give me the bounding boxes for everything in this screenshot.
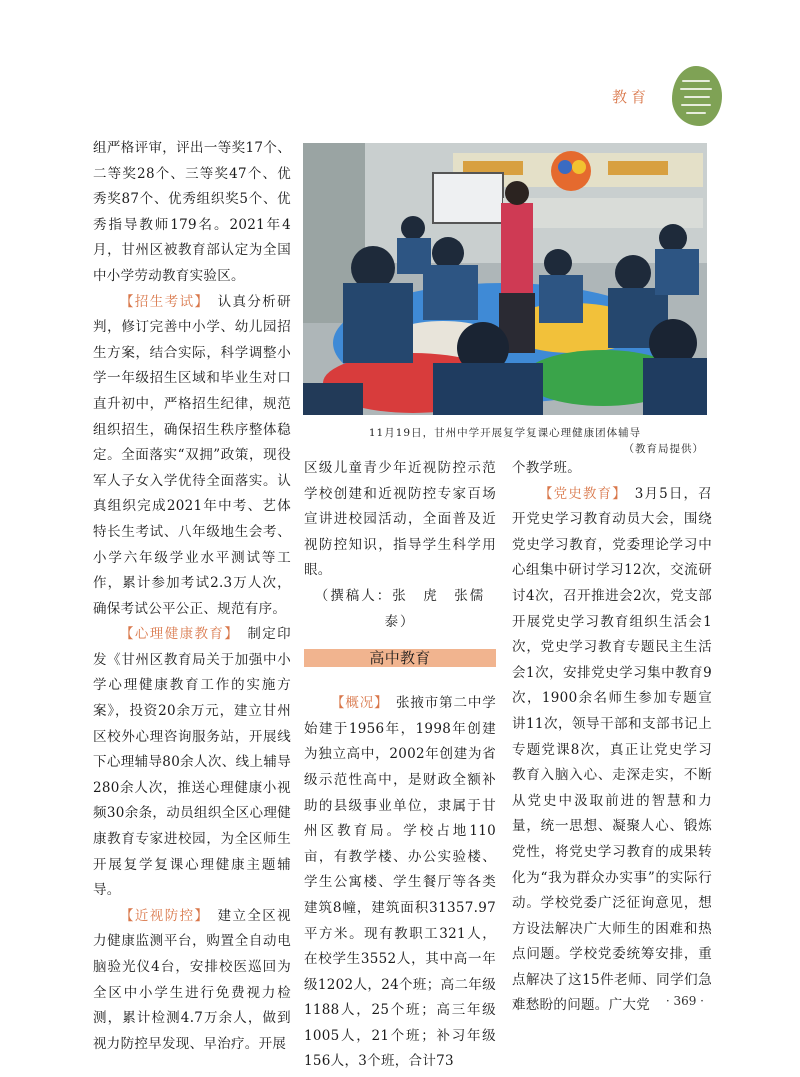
paragraph-classes: 个教学班。 — [512, 460, 581, 476]
myopia-text: 建立全区视力健康监测平台，购置全自动电脑验光仪4台，安排校医巡回为全区中小学生进行免费视力检测，累计检测4.7万余人，做到视力防控早发现、早治疗。开展 — [93, 907, 291, 1052]
classroom-photo — [303, 143, 707, 415]
photo-credit: （教育局提供） — [623, 443, 704, 455]
column-left — [93, 136, 291, 1057]
section-header-label: 教育 — [612, 88, 651, 106]
keyword-enrollment: 【招生考试】 — [120, 293, 203, 310]
page-number: · 369 · — [665, 994, 704, 1008]
author-line: （撰稿人：张 虎 张儒泰） — [314, 587, 486, 630]
paragraph-enrollment — [93, 290, 291, 623]
classroom-illustration — [303, 143, 707, 415]
paragraph-mental-health — [93, 622, 291, 904]
mental-health-text: 制定印发《甘州区教育局关于加强中小学心理健康教育工作的实施方案》，投资20余万元，建立甘州区校外心理咨询服务站，开展线下心理辅导80余人次、线上辅导280余人次，推送心理健康小视频30余条，动员组织全区心理健康教育专家进校园，为全区师生开展复学复课心理健康主题辅导。 — [93, 626, 291, 899]
paragraph-party-history — [512, 482, 712, 1019]
section-title-high-school: 高中教育 — [304, 649, 496, 667]
paragraph-overview — [304, 691, 496, 1075]
column-middle — [304, 456, 496, 1075]
paragraph-myopia-cont: 区级儿童青少年近视防控示范学校创建和近视防控专家百场宣讲进校园活动，全面普及近视防控知识，指导学生科学用眼。 — [304, 460, 496, 579]
keyword-mental-health: 【心理健康教育】 — [120, 626, 233, 643]
enrollment-text: 认真分析研判，修订完善中小学、幼儿园招生方案，结合实际，科学调整小学一年级招生区域和毕业生对口直升初中，严格招生纪律，规范组织招生，确保招生秩序整体稳定。全面落实“双拥”政策，现役军人子女入学优待全面落实。认真组织完成2021年中考、艺体特长生考试、八年级地生会考、小学六年级学业水平测试等工作，累计参加考试2.3万人次，确保考试公平公正、规范有序。 — [93, 293, 291, 617]
keyword-party-history: 【党史教育】 — [539, 485, 621, 502]
overview-text: 张掖市第二中学始建于1956年，1998年创建为独立高中，2002年创建为省级示范性高中，是财政全额补助的县级事业单位，隶属于甘州区教育局。学校占地110亩，有教学楼、办公实验楼、学生公寓楼、学生餐厅等各类建筑8幢，建筑面积31357.97平方米。现有教职工321人，在校学生3552人，其中高一年级1202人，24个班；高二年级1188人，25个班；高三年级1005人，21个班；补习年级156人，3个班，合计73 — [304, 695, 496, 1070]
party-history-text: 3月5日，召开党史学习教育动员大会，围绕党史学习教育，党委理论学习中心组集中研讨学习12次，交流研讨4次，召开推进会2次，党支部开展党史学习教育组织生活会1次，党史学习教育专题民主生活会1次，安排党史学习集中教育9次，1900余名师生参加专题宣讲11次，领导干部和支部书记上专题党课8次，真正让党史学习教育入脑入心、走深走实，不断从党史中汲取前进的智慧和力量，统一思想、凝聚人心、锻炼党性，将党史学习教育的成果转化为“我为群众办实事”的实际行动。学校党委广泛征询意见，想方设法解决广大师生的困难和热点问题。学校党委统筹安排，重点解决了这15件老师、同学们急难愁盼的问题。广大党 — [512, 485, 712, 1014]
paragraph-awards: 组严格评审，评出一等奖17个、二等奖28个、三等奖47个、优秀奖87个、优秀组织奖5个、优秀指导教师179名。2021年4月，甘州区被教育部认定为全国中小学劳动教育实验区。 — [93, 140, 291, 284]
spacer — [304, 677, 496, 691]
keyword-myopia: 【近视防控】 — [120, 907, 203, 924]
photo-caption: 11月19日，甘州中学开展复学复课心理健康团体辅导 — [368, 427, 642, 439]
keyword-overview: 【概况】 — [331, 695, 382, 712]
column-right — [512, 456, 712, 1019]
paragraph-myopia — [93, 904, 291, 1058]
seal-icon — [672, 66, 722, 126]
